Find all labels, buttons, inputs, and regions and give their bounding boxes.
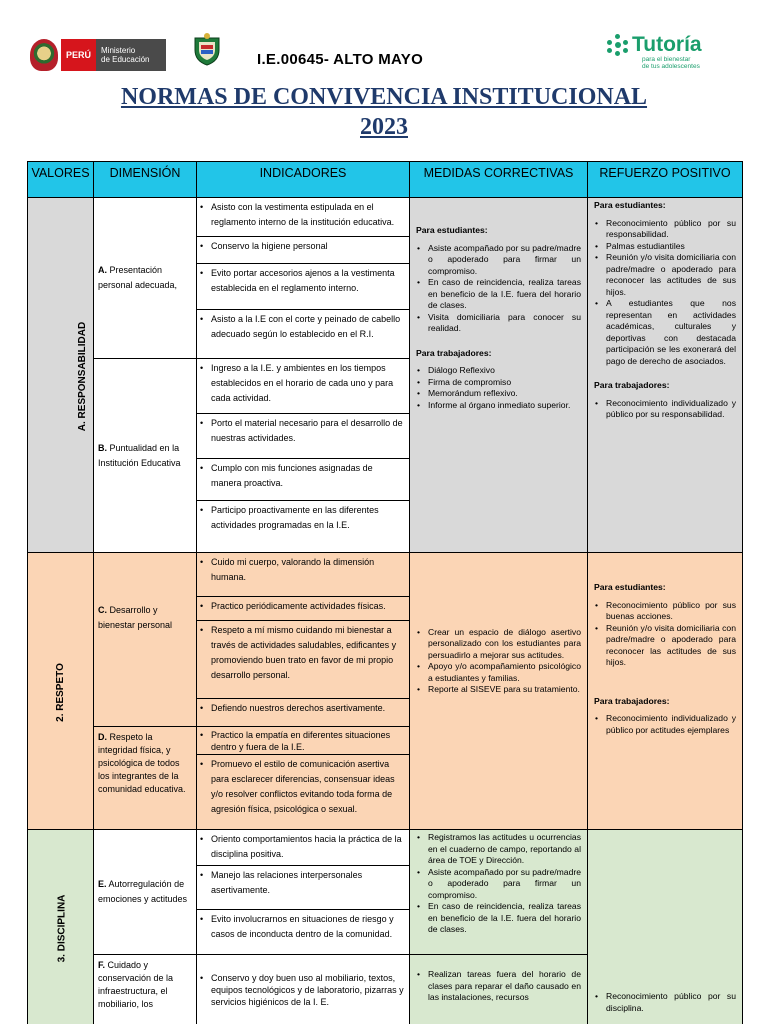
indicadores-c	[197, 553, 410, 727]
list-item: • Promuevo el estilo de comunicación asertiva para esclarecer diferencias, consensuar ideas y/o resolver conflictos evitando toda forma de agresión física, psicológica o sexual.	[197, 755, 409, 829]
list-item: • Reconocimiento público por su responsabilidad.	[594, 218, 736, 241]
tutoria-dots-icon	[607, 34, 629, 56]
list-item: • Oriento comportamientos hacia la práctica de la disciplina positiva.	[197, 830, 409, 866]
table-header-row	[28, 162, 743, 198]
list-item: • Apoyo y/o acompañamiento psicológico a estudiantes y familias.	[416, 661, 581, 684]
indicadores-d	[197, 727, 410, 830]
col-header-dimension: DIMENSIÓN	[94, 162, 197, 198]
dimension-f: F. Cuidado y conservación de la infraestructura, el mobiliario, los	[94, 955, 197, 1024]
list-item: • Realizan tareas fuera del horario de clases para reparar el daño causado en las instalaciones, recursos	[416, 969, 581, 1004]
dimension-d: D. Respeto la integridad física, y psicológica de todos los integrantes de la comunidad educativa.	[94, 727, 197, 830]
table-row	[28, 830, 743, 955]
ministry-label: Ministerio de Educación	[96, 39, 165, 71]
indicadores-a	[197, 198, 410, 359]
list-item: • Evito portar accesorios ajenos a la vestimenta establecida en el reglamento interno.	[197, 264, 409, 310]
list-item: • Reconocimiento público por sus buenas acciones.	[594, 600, 736, 623]
list-item: • Porto el material necesario para el desarrollo de nuestras actividades.	[197, 414, 409, 459]
list-item: • Reunión y/o visita domiciliaria con padre/madre o apoderado para reconocer las actitudes de sus hijos.	[594, 623, 736, 669]
list-item: • Cumplo con mis funciones asignadas de manera proactiva.	[197, 459, 409, 501]
table-row	[28, 198, 743, 359]
norms-table	[27, 161, 743, 1024]
school-crest-icon	[190, 32, 224, 66]
list-item: • Participo proactivamente en las diferentes actividades programadas en la I.E.	[197, 501, 409, 552]
valor-responsabilidad: A. RESPONSABILIDAD	[28, 198, 94, 553]
list-item: • Visita domiciliaria para conocer su realidad.	[416, 312, 581, 335]
list-item: • Reconocimiento público por su disciplina.	[594, 991, 736, 1014]
document-header	[0, 0, 768, 86]
peru-coat-of-arms-icon	[30, 39, 58, 71]
dimension-a: A. Presentación personal adecuada,	[94, 198, 197, 359]
list-item: • Diálogo Reflexivo	[416, 365, 581, 377]
list-item: • En caso de reincidencia, realiza tareas en beneficio de la I.E. fuera del horario de clases.	[416, 901, 581, 936]
tutoria-name: Tutoría	[632, 33, 702, 56]
medidas-disciplina-e	[410, 830, 588, 955]
list-item: • Reconocimiento individualizado y público por su responsabilidad.	[594, 398, 736, 421]
indicadores-b	[197, 359, 410, 553]
refuerzo-respeto: Para estudiantes: • Reconocimiento público por sus buenas acciones. • Reunión y/o visita domiciliaria con padre/madre o apoderado para reconocer las actitudes de sus hijos. Para trabajadores: • Reconocimiento individualizado y público por actitudes ejemplares	[588, 553, 743, 830]
list-item: • Manejo las relaciones interpersonales asertivamente.	[197, 866, 409, 910]
list-item: • Crear un espacio de diálogo asertivo personalizado con los estudiantes para persuadirlo a mejorar sus actitudes.	[416, 627, 581, 662]
list-item: • Asisto con la vestimenta estipulada en el reglamento interno de la institución educativa.	[197, 198, 409, 237]
col-header-medidas: MEDIDAS CORRECTIVAS	[410, 162, 588, 198]
list-item: • Asiste acompañado por su padre/madre o apoderado para firmar un compromiso.	[416, 243, 581, 278]
page-title: NORMAS DE CONVIVENCIA INSTITUCIONAL	[120, 84, 648, 110]
dimension-e: E. Autorregulación de emociones y actitudes	[94, 830, 197, 955]
col-header-indicadores: INDICADORES	[197, 162, 410, 198]
list-item: • Asiste acompañado por su padre/madre o apoderado para firmar un compromiso.	[416, 867, 581, 902]
indicadores-f	[197, 955, 410, 1024]
list-item: • Conservo la higiene personal	[197, 237, 409, 264]
list-item: • Defiendo nuestros derechos asertivamente.	[197, 699, 409, 726]
tutoria-logo: Tutoría para el bienestar de tus adolescentes	[607, 34, 702, 70]
list-item: • Asisto a la I.E con el corte y peinado de cabello adecuado según lo establecido en el R.I.	[197, 310, 409, 358]
col-header-refuerzo: REFUERZO POSITIVO	[588, 162, 743, 198]
list-item: • Reconocimiento individualizado y público por actitudes ejemplares	[594, 713, 736, 736]
refuerzo-responsabilidad: Para estudiantes: • Reconocimiento público por su responsabilidad. • Palmas estudiantiles • Reunión y/o visita domiciliaria con padre/madre o apoderado para reconocer las actitudes de sus hijos. • A estudiantes que nos representan en actividades académicas, culturales y deportivas con destacada participación se les exonerará del pago de derecho de asociados. Para trabajadores: • Reconocimiento individualizado y público por su responsabilidad.	[588, 198, 743, 553]
dimension-b: B. Puntualidad en la Institución Educativa	[94, 359, 197, 553]
list-item: • Informe al órgano inmediato superior.	[416, 400, 581, 412]
list-item: • Cuido mi cuerpo, valorando la dimensión humana.	[197, 553, 409, 597]
list-item: • Registramos las actitudes u ocurrencias en el cuaderno de campo, reportando al área de TOE y Dirección.	[416, 832, 581, 867]
valor-disciplina: 3. DISCIPLINA	[28, 830, 94, 1024]
valor-respeto: 2. RESPETO	[28, 553, 94, 830]
indicadores-e	[197, 830, 410, 955]
list-item: • Conservo y doy buen uso al mobiliario, textos, equipos tecnológicos y de laboratorio, pizarras y servicios higiénicos de la I. E.	[197, 970, 409, 1010]
list-item: • Evito involucrarnos en situaciones de riesgo y casos de inconducta dentro de la comunidad.	[197, 910, 409, 954]
list-item: • Practico la empatía en diferentes situaciones dentro y fuera de la I.E.	[197, 727, 409, 755]
medidas-respeto	[410, 553, 588, 830]
list-item: • Practico periódicamente actividades físicas.	[197, 597, 409, 621]
school-name: I.E.00645- ALTO MAYO	[257, 51, 424, 68]
dimension-c: C. Desarrollo y bienestar personal	[94, 553, 197, 727]
list-item: • Ingreso a la I.E. y ambientes en los tiempos establecidos en el horario de cada uno y para cada actividad.	[197, 359, 409, 414]
medidas-disciplina-f	[410, 955, 588, 1024]
list-item: • Reporte al SISEVE para su tratamiento.	[416, 684, 581, 696]
list-item: • Reunión y/o visita domiciliaria con padre/madre o apoderado para reconocer las actitudes de sus hijos.	[594, 252, 736, 298]
peru-label: PERÚ	[61, 39, 96, 71]
list-item: • Firma de compromiso	[416, 377, 581, 389]
ministry-logo	[30, 38, 166, 72]
list-item: • Palmas estudiantiles	[594, 241, 736, 253]
list-item: • Memorándum reflexivo.	[416, 388, 581, 400]
table-row	[28, 553, 743, 727]
refuerzo-disciplina	[588, 830, 743, 1024]
list-item: • A estudiantes que nos representan en actividades académicas, culturales y deportivas con destacada participación se les exonerará del pago de derecho de asociados.	[594, 298, 736, 367]
medidas-responsabilidad: Para estudiantes: • Asiste acompañado por su padre/madre o apoderado para firmar un compromiso. • En caso de reincidencia, realiza tareas en beneficio de la I.E. fuera del horario de clases. • Visita domiciliaria para conocer su realidad. Para trabajadores: • Diálogo Reflexivo • Firma de compromiso • Memorándum reflexivo. • Informe al órgano inmediato superior.	[410, 198, 588, 553]
list-item: • En caso de reincidencia, realiza tareas en beneficio de la I.E. fuera del horario de clases.	[416, 277, 581, 312]
page-year: 2023	[360, 114, 408, 140]
col-header-valores: VALORES	[28, 162, 94, 198]
list-item: • Respeto a mí mismo cuidando mi bienestar a través de actividades saludables, edificantes y promoviendo buen trato en favor de mi propio desarrollo personal.	[197, 621, 409, 699]
